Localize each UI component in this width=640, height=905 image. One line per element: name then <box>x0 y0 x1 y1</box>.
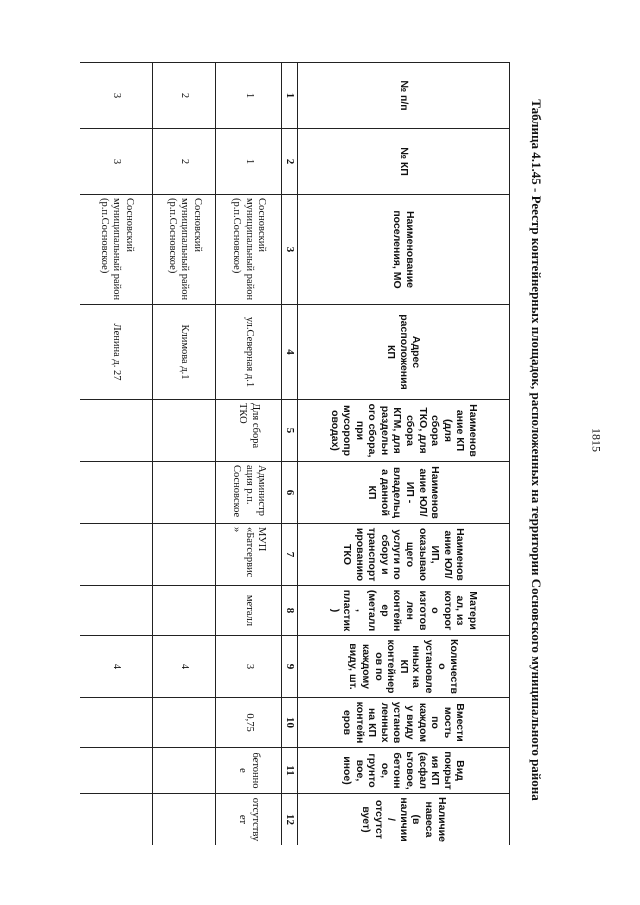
table-cell <box>80 462 152 524</box>
table-cell: МУП «Батсервис» <box>215 524 281 586</box>
table-cell <box>152 462 215 524</box>
table-cell: Сосновский муниципальный район (р.п.Сосновское) <box>215 195 281 305</box>
table-row <box>215 63 281 846</box>
table-cell <box>152 586 215 636</box>
column-number: 9 <box>281 636 297 698</box>
table-cell: бетонное <box>215 748 281 794</box>
table-cell: Администрация р.п. Сосновское <box>215 462 281 524</box>
table-cell: Для сбора ТКО <box>215 400 281 462</box>
table-viewport <box>80 62 510 845</box>
table-cell <box>152 698 215 748</box>
column-header: № п/п <box>298 63 510 129</box>
column-header: Материал, из которого изготовлен контейнер (металл, пластик) <box>298 586 510 636</box>
table-cell: Сосновский муниципальный район (р.п.Сосновское) <box>152 195 215 305</box>
column-number: 5 <box>281 400 297 462</box>
column-number: 3 <box>281 195 297 305</box>
table-cell <box>80 586 152 636</box>
table-cell: 3 <box>215 636 281 698</box>
table-cell <box>152 400 215 462</box>
column-header: Наименование поселения, МО <box>298 195 510 305</box>
table-cell: Сосновский муниципальный район (р.п.Сосновское) <box>80 195 152 305</box>
header-row <box>298 63 510 846</box>
table-cell <box>80 524 152 586</box>
table-cell: 3 <box>80 129 152 195</box>
table-cell <box>80 400 152 462</box>
table-cell: отсутствует <box>215 794 281 846</box>
table-cell: Климова д.1 <box>152 305 215 400</box>
column-number: 6 <box>281 462 297 524</box>
column-header: Вид покрытия КП (асфальтовое, бетонное, грунтовое, иное) <box>298 748 510 794</box>
registry-table <box>80 62 510 845</box>
table-cell: 4 <box>80 636 152 698</box>
table-cell <box>80 794 152 846</box>
column-header: Наименование ЮЛ/ИП - владельца данной КП <box>298 462 510 524</box>
table-cell: 1 <box>215 63 281 129</box>
column-number: 2 <box>281 129 297 195</box>
table-cell <box>152 748 215 794</box>
table-cell: ул.Северная д.1 <box>215 305 281 400</box>
table-cell <box>152 794 215 846</box>
column-number: 11 <box>281 748 297 794</box>
table-cell: металл <box>215 586 281 636</box>
table-cell: 0,75 <box>215 698 281 748</box>
table-cell: 2 <box>152 63 215 129</box>
column-number: 7 <box>281 524 297 586</box>
table-cell: 4 <box>152 636 215 698</box>
table-cell <box>80 748 152 794</box>
table-row <box>152 63 215 846</box>
column-header: № КП <box>298 129 510 195</box>
column-number-row <box>281 63 297 846</box>
column-number: 10 <box>281 698 297 748</box>
column-number: 12 <box>281 794 297 846</box>
column-header: Наличие навеса (в наличии / отсутствует) <box>298 794 510 846</box>
table-cell: 1 <box>215 129 281 195</box>
column-header: Наименование КП (для сбора ТКО, для сбора КГМ, для раздельного сбора, при мусоропроводах) <box>298 400 510 462</box>
table-cell: 2 <box>152 129 215 195</box>
column-header: Количество установленных на КП контейнеров по каждому виду, шт. <box>298 636 510 698</box>
page-number: 1815 <box>589 428 604 452</box>
table-row <box>80 63 152 846</box>
column-header: Вместимость по каждому виду установленных на КП контейнеров <box>298 698 510 748</box>
table-title: Таблица 4.1.45 - Реестр контейнерных площадок, расположенных на территории Сосновского муниципального района <box>529 99 544 801</box>
table-cell: 3 <box>80 63 152 129</box>
registry-table-rotated <box>80 62 510 845</box>
column-header: Наименование ЮЛ/ИП, оказывающего услуги по сбору и транспортированию ТКО <box>298 524 510 586</box>
column-number: 1 <box>281 63 297 129</box>
table-cell <box>152 524 215 586</box>
column-number: 4 <box>281 305 297 400</box>
table-cell: Ленина д. 27 <box>80 305 152 400</box>
table-cell <box>80 698 152 748</box>
column-header: Адрес расположения КП <box>298 305 510 400</box>
column-number: 8 <box>281 586 297 636</box>
